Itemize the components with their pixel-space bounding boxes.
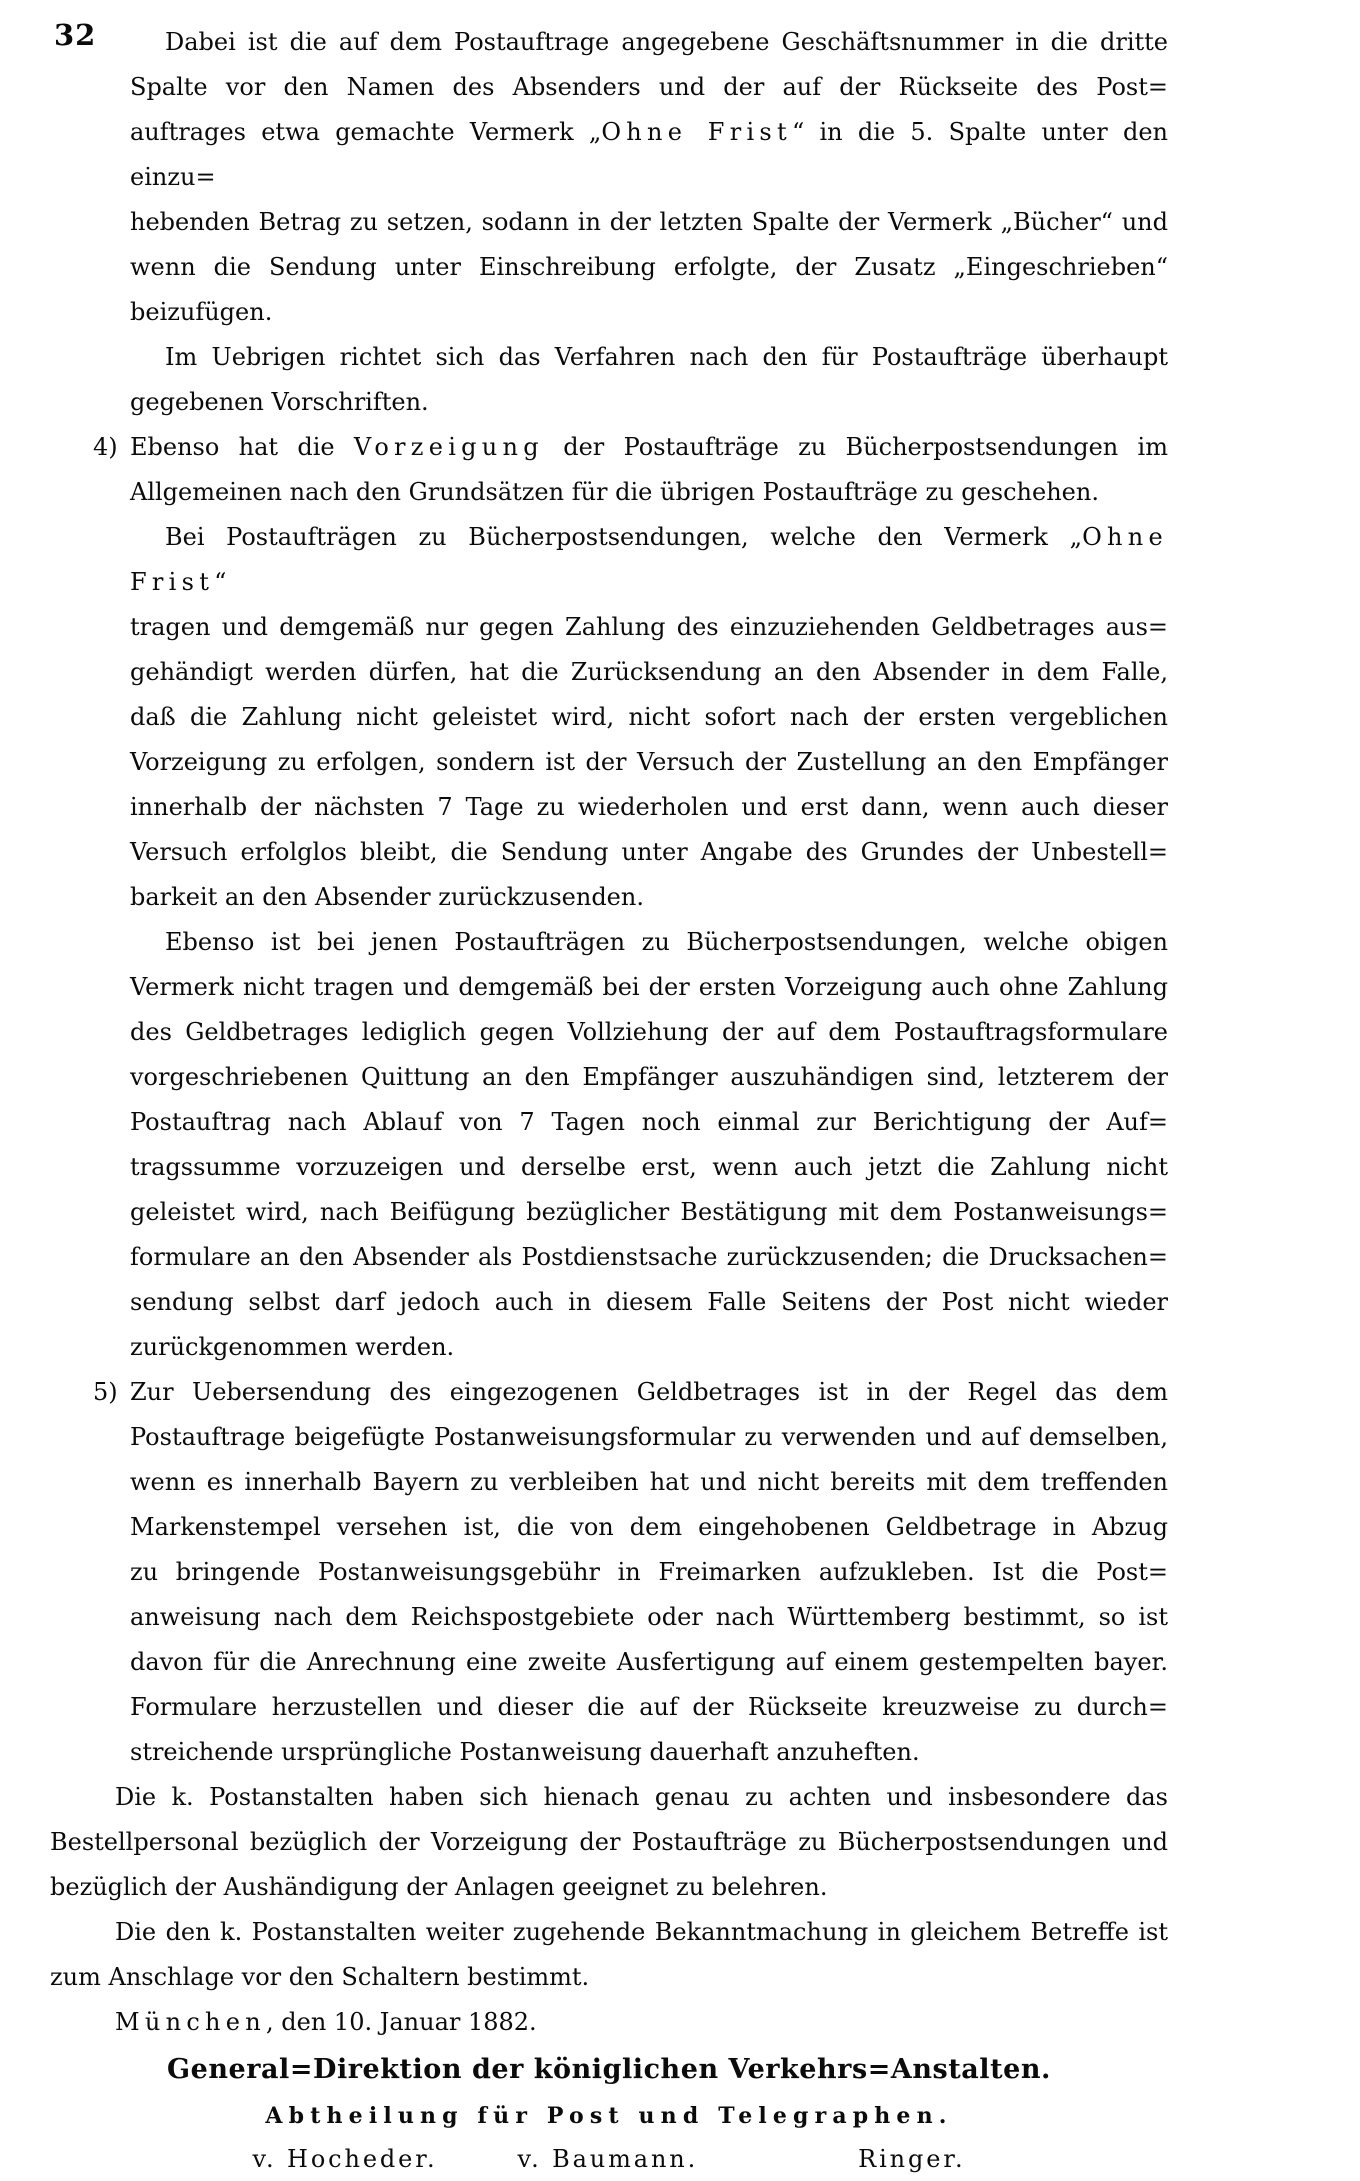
text-line: gehändigt werden dürfen, hat die Zurücksendung an den Absender in dem Falle, — [130, 658, 1168, 686]
signature-block — [50, 2045, 1168, 2181]
text-line: streichende ursprüngliche Postanweisung dauerhaft anzuheften. — [130, 1738, 920, 1766]
text-segment: Zur Uebersendung des eingezogenen Geldbetrages ist in der Regel das dem — [130, 1378, 1168, 1406]
paragraph — [0, 335, 1360, 425]
list-item — [0, 425, 1360, 515]
text-line — [50, 2000, 1168, 2045]
paragraph — [0, 1775, 1360, 1910]
text-line: Formulare herzustellen und dieser die auf der Rückseite kreuzweise zu durch= — [130, 1693, 1168, 1721]
paragraph — [0, 920, 1360, 1370]
letterspaced-text: München — [115, 2008, 267, 2036]
text-line: zu bringende Postanweisungsgebühr in Freimarken aufzukleben. Ist die Post= — [130, 1558, 1168, 1586]
text-line: barkeit an den Absender zurückzusenden. — [130, 883, 644, 911]
text-line: bezüglich der Aushändigung der Anlagen geeignet zu belehren. — [50, 1873, 828, 1901]
text-segment: Bei Postaufträgen zu Bücherpostsendungen, welche den Vermerk „ — [165, 523, 1083, 551]
text-line: geleistet wird, nach Beifügung bezüglicher Bestätigung mit dem Postanweisungs= — [130, 1198, 1168, 1226]
text-line — [93, 425, 1168, 470]
letterspaced-text: Ohne Frist — [130, 523, 1168, 596]
text-line: tragssumme vorzuzeigen und derselbe erst, wenn auch jetzt die Zahlung nicht — [130, 1153, 1168, 1181]
date-line — [0, 2000, 1360, 2045]
text-line: formulare an den Absender als Postdienstsache zurückzusenden; die Drucksachen= — [130, 1243, 1168, 1271]
text-line: davon für die Anrechnung eine zweite Ausfertigung auf einem gestempelten bayer. — [130, 1648, 1168, 1676]
text-line: Vermerk nicht tragen und demgemäß bei der ersten Vorzeigung auch ohne Zahlung — [130, 973, 1168, 1001]
signature-organization: General=Direktion der königlichen Verkehrs=Anstalten. — [167, 2054, 1051, 2085]
text-line: Die den k. Postanstalten weiter zugehende Bekanntmachung in gleichem Betreffe ist — [115, 1918, 1168, 1946]
signature-name: v. Baumann. — [517, 2145, 699, 2173]
text-line: des Geldbetrages lediglich gegen Vollziehung der auf dem Postauftragsformulare — [130, 1018, 1168, 1046]
text-line: Ebenso ist bei jenen Postaufträgen zu Bücherpostsendungen, welche obigen — [165, 928, 1168, 956]
text-line: wenn es innerhalb Bayern zu verbleiben hat und nicht bereits mit dem treffenden — [130, 1468, 1168, 1496]
text-line: zum Anschlage vor den Schaltern bestimmt. — [50, 1963, 590, 1991]
text-segment: der Postaufträge zu Bücherpostsendungen im — [543, 433, 1168, 461]
text-line: Postauftrage beigefügte Postanweisungsformular zu verwenden und auf demselben, — [130, 1423, 1168, 1451]
text-line — [130, 110, 1168, 200]
text-segment: “ — [214, 568, 227, 596]
text-segment: “ in die 5. Spalte unter den einzu= — [130, 118, 1168, 191]
text-line: Postauftrag nach Ablauf von 7 Tagen noch einmal zur Berichtigung der Auf= — [130, 1108, 1168, 1136]
list-item-marker: 5) — [93, 1378, 118, 1406]
text-line: Spalte vor den Namen des Absenders und der auf der Rückseite des Post= — [130, 73, 1168, 101]
paragraph — [0, 20, 1360, 335]
text-line: Vorzeigung zu erfolgen, sondern ist der Versuch der Zustellung an den Empfänger — [130, 748, 1168, 776]
text-line: innerhalb der nächsten 7 Tage zu wiederholen und erst dann, wenn auch dieser — [130, 793, 1168, 821]
text-line: daß die Zahlung nicht geleistet wird, nicht sofort nach der ersten vergeblichen — [130, 703, 1168, 731]
paragraph — [0, 515, 1360, 920]
text-line: Dabei ist die auf dem Postauftrage angegebene Geschäftsnummer in die dritte — [165, 28, 1168, 56]
text-line: sendung selbst darf jedoch auch in diesem Falle Seitens der Post nicht wieder — [130, 1288, 1168, 1316]
text-line: anweisung nach dem Reichspostgebiete oder nach Württemberg bestimmt, so ist — [130, 1603, 1168, 1631]
text-line: Im Uebrigen richtet sich das Verfahren nach den für Postaufträge überhaupt — [165, 343, 1168, 371]
text-line: Markenstempel versehen ist, die von dem eingehobenen Geldbetrage in Abzug — [130, 1513, 1168, 1541]
signature-name: v. Hocheder. — [252, 2145, 438, 2173]
signature-department: Abtheilung für Post und Telegraphen. — [265, 2103, 953, 2129]
text-segment: , den 10. Januar 1882. — [266, 2008, 537, 2036]
text-segment: Ebenso hat die — [130, 433, 354, 461]
letterspaced-text: Ohne Frist — [601, 118, 792, 146]
text-line: wenn die Sendung unter Einschreibung erfolgte, der Zusatz „Eingeschrieben“ beizufügen. — [130, 253, 1168, 326]
list-item-marker: 4) — [93, 433, 118, 461]
text-segment: auftrages etwa gemachte Vermerk „ — [130, 118, 602, 146]
text-body — [0, 20, 1360, 2181]
text-line: Allgemeinen nach den Grundsätzen für die übrigen Postaufträge zu geschehen. — [130, 478, 1099, 506]
text-line — [130, 515, 1168, 605]
text-line: gegebenen Vorschriften. — [130, 388, 429, 416]
text-line: hebenden Betrag zu setzen, sodann in der letzten Spalte der Vermerk „Bücher“ und — [130, 208, 1168, 236]
text-line: Versuch erfolglos bleibt, die Sendung unter Angabe des Grundes der Unbestell= — [130, 838, 1168, 866]
list-item — [0, 1370, 1360, 1775]
paragraph — [0, 1910, 1360, 2000]
text-line: Bestellpersonal bezüglich der Vorzeigung der Postaufträge zu Bücherpostsendungen und — [50, 1828, 1168, 1856]
letterspaced-text: Vorzeigung — [353, 433, 544, 461]
text-line — [93, 1370, 1168, 1415]
text-line: vorgeschriebenen Quittung an den Empfänger auszuhändigen sind, letzterem der — [130, 1063, 1168, 1091]
text-line: tragen und demgemäß nur gegen Zahlung des einzuziehenden Geldbetrages aus= — [130, 613, 1168, 641]
signature-names — [50, 2137, 1168, 2181]
text-line: zurückgenommen werden. — [130, 1333, 455, 1361]
page-number: 32 — [54, 18, 97, 52]
signature-name: Ringer. — [858, 2145, 966, 2173]
text-line: Die k. Postanstalten haben sich hienach genau zu achten und insbesondere das — [115, 1783, 1168, 1811]
